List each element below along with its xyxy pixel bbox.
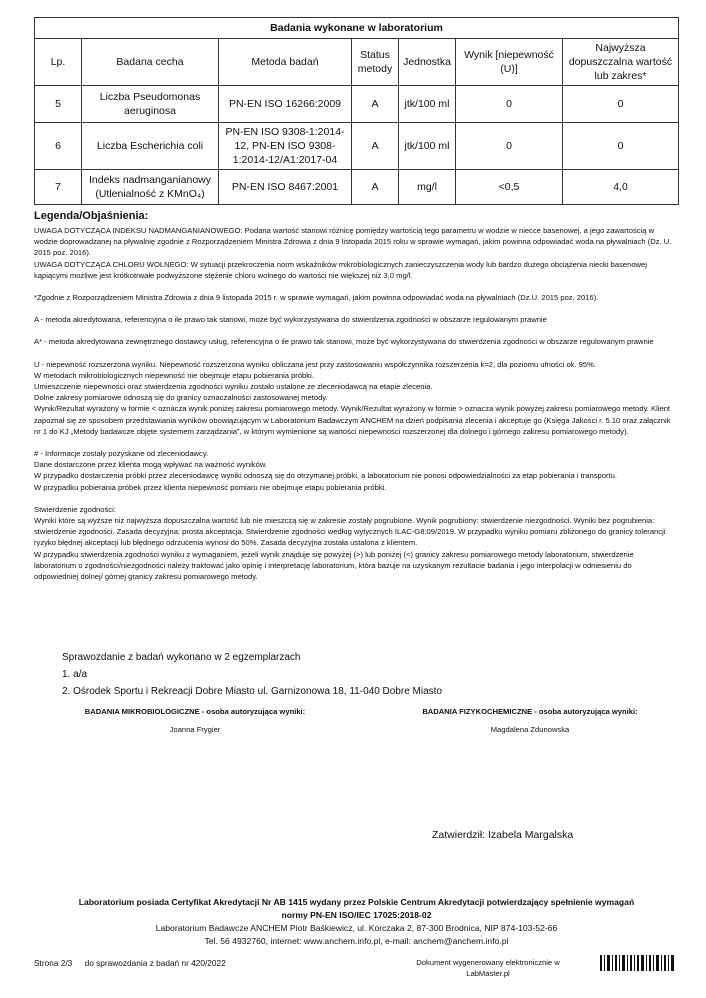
report-reference: do sprawozdania z badań nr 420/2022 [84, 958, 226, 968]
signature-name: Joanna Frygier [169, 725, 221, 734]
cell-method: PN-EN ISO 8467:2001 [219, 170, 352, 205]
copies-section [62, 649, 442, 700]
note-free-chlorine: UWAGA DOTYCZĄCA CHLORU WOLNEGO: W sytuacji przekroczenia norm wskaźników mikrobiologicznych zanieczyszczenia wody lub bardzo dużego obciążenia niecki basenowej kąpiącymi możliwe jest krótkotrwałe podwyższone stężenie chloru wolnego do wartości nie większej niż 3,0 mg/l. [34, 259, 647, 280]
footer-address: Laboratorium Badawcze ANCHEM Piotr Baśkiewicz, ul. Korczaka 2, 87-300 Brodnica, NIP 874-103-52-66 [155, 923, 558, 933]
header-unit: Jednostka [399, 39, 456, 86]
approved-by: Zatwierdził: Izabela Margalska [432, 829, 574, 841]
note-result-format: Wynik/Rezultat wyrażony w formie < oznacza wynik poniżej zakresu pomiarowego metody. Wynik/Rezultat wyrażony w formie > oznacza wynik powyżej zakresu pomiarowego metody. Klient zapoznał się ze sposobem przedstawiania wyników obowiązującym w Laboratorium Badawczym ANCHEM na dzień podpisania zlecenia i akceptuje go (Księga Jakości r. 5.10 oraz załącznik nr 1 do KJ „Metody badawcze objęte systemem zarządzania”, w którym wymienione są wartości niepewności rozszerzonej dla dolnego i górnego zakresu pomiarowego metody). [34, 404, 671, 436]
cell-unit: mg/l [399, 170, 456, 205]
conformity-interpretation: W przypadku stwierdzenia zgodności wyniku z wymaganiem, jeżeli wynik znajduje się powyżej (>) lub poniżej (<) granicy zakresu pomiarowego metody laboratorium, stwierdzenie laboratorium o zgodności/niezgodności należy traktować jako opinię i interpretację laboratorium, która bazuje na uzyskanym rezultacie badania i jego interpolacji w odniesieniu do odpowiedniej dolnej/ górnej granicy zakresu pomiarowego metody. [34, 549, 634, 582]
footer-contact: Tel. 56 4932760, internet: www.anchem.info.pl, e-mail: anchem@anchem.info.pl [204, 936, 509, 946]
cell-result: 0 [456, 123, 563, 170]
note-agreement: Umieszczenie niepewności oraz stwierdzenia zgodności wyniku zostało ustalone ze zleceniodawcą na etapie zlecenia. [34, 382, 433, 392]
header-feature: Badana cecha [82, 39, 219, 86]
table-row [35, 86, 679, 123]
signature-heading: BADANIA MIKROBIOLOGICZNE - osoba autoryzująca wyniki: [84, 707, 306, 716]
cell-lp: 5 [35, 86, 82, 123]
header-limit: Najwyższa dopuszczalna wartość lub zakres* [563, 39, 679, 86]
note-client-info: # - Informacje zostały pozyskane od zleceniodawcy. [34, 449, 209, 459]
note-client-data: Dane dostarczone przez klienta mogą wpływać na ważność wyników. [34, 460, 267, 470]
legend-title: Legenda/Objaśnienia: [34, 210, 149, 222]
cell-limit: 0 [563, 123, 679, 170]
cell-limit: 4,0 [563, 170, 679, 205]
header-result: Wynik [niepewność (U)] [456, 39, 563, 86]
table-caption: Badania wykonane w laboratorium [35, 18, 679, 39]
header-method: Metoda badań [219, 39, 352, 86]
conformity-title: Stwierdzenie zgodności: [34, 504, 116, 514]
cell-feature: Indeks nadmanganianowy (Utlenialność z KMnO₄) [82, 170, 219, 205]
cell-result: 0 [456, 86, 563, 123]
note-lower-ranges: Dolne zakresy pomiarowe odnoszą się do granicy oznaczalności zastosowanej metody. [34, 393, 328, 403]
barcode-icon [600, 955, 675, 971]
cell-lp: 6 [35, 123, 82, 170]
page-info [34, 958, 226, 968]
cell-lp: 7 [35, 170, 82, 205]
cell-method: PN-EN ISO 16266:2009 [219, 86, 352, 123]
signature-name: Magdalena Zdunowska [490, 725, 570, 734]
note-status-a: A - metoda akredytowana, referencyjna o ile prawo tak stanowi, może być wykorzystywana do stwierdzenia zgodności w obszarze regulowanym prawnie [34, 315, 547, 325]
results-table [34, 17, 679, 205]
note-micro-uncertainty: W metodach mikrobiologicznych niepewność nie obejmuje etapu pobierania próbki. [34, 370, 314, 380]
legend-section [34, 225, 674, 582]
note-regulation: *Zgodnie z Rozporządzeniem Ministra Zdrowia z dnia 9 listopada 2015 r. w sprawie wymagań, jakim powinna odpowiadać woda na pływalniach (Dz.U. 2015 poz. 2016). [34, 293, 599, 303]
table-row [35, 170, 679, 205]
note-permanganate: UWAGA DOTYCZĄCA INDEKSU NADMANGANIANOWEGO: Podana wartość stanowi różnicę pomiędzy wartością tego parametru w wodzie w niecce basenowej, a jego zawartością w wodzie doprowadzanej na pływalnię zgodnie z Rozporządzeniem Ministra Zdrowia z dnia 9 listopada 2015 roku w sprawie wymagań, jakim powinna odpowiadać woda na pływalniach (Dz. U. 2015 poz. 2016). [34, 226, 672, 258]
cell-status: A [352, 86, 399, 123]
note-sampling-by-client: W przypadku pobierania próbek przez klienta niepewność pomiaru nie obejmuje etapu pobierania próbki. [34, 482, 387, 492]
cell-unit: jtk/100 ml [399, 123, 456, 170]
note-uncertainty: U - niepewność rozszerzona wyniku. Niepewność rozszerzona wyniku obliczana jest przy zastosowaniu współczynnika rozszerzenia k=2, dla poziomu ufności ok. 95%. [34, 359, 596, 369]
table-row [35, 123, 679, 170]
cell-unit: jtk/100 ml [399, 86, 456, 123]
footer [34, 896, 679, 948]
header-lp: Lp. [35, 39, 82, 86]
cell-limit: 0 [563, 86, 679, 123]
cell-result: <0,5 [456, 170, 563, 205]
cell-status: A [352, 123, 399, 170]
signature-heading: BADANIA FIZYKOCHEMICZNE - osoba autoryzująca wyniki: [422, 707, 638, 716]
copies-item: 1. a/a [62, 669, 88, 680]
cell-method: PN-EN ISO 9308-1:2014-12, PN-EN ISO 9308-1:2014-12/A1:2017-04 [219, 123, 352, 170]
footer-accreditation: Laboratorium posiada Certyfikat Akredytacji Nr AB 1415 wydany przez Polskie Centrum Akredytacji potwierdzający spełnienie wymagań [78, 897, 635, 907]
cell-feature: Liczba Pseudomonas aeruginosa [82, 86, 219, 123]
header-status: Status metody [352, 39, 399, 86]
signature-physchem [395, 707, 665, 734]
cell-status: A [352, 170, 399, 205]
note-status-a-star: A* - metoda akredytowana zewnętrznego dostawcy usług, referencyjna o ile prawo tak stanowi, może być wykorzystywana do stwierdzenia zgodności w obszarze regulowanym prawnie [34, 337, 654, 347]
conformity-rules: Wyniki które są wyższe niż najwyższa dopuszczalna wartość lub nie mieszczą się w zakresie zostały pogrubione. Wynik pogrubiony: stwierdzenie niezgodności. Wyniki bez pogrubienia: stwierdzenie zgodności. Zasada decyzyjna: prosta akceptacja. Stwierdzenie zgodności według wytycznych ILAC-G8:09/2019. W przypadku wyniku pomiaru zbliżonego do granicy tolerancji ryzyko błędnej akceptacji lub błędnego odrzucenia wynosi do 50%. Zasada decyzyjna została ustalona z klientem. [34, 516, 666, 548]
copies-item: 2. Ośrodek Sportu i Rekreacji Dobre Miasto ul. Garnizonowa 18, 11-040 Dobre Miasto [62, 686, 442, 697]
footer-norm: normy PN-EN ISO/IEC 17025:2018-02 [281, 910, 432, 920]
copies-intro: Sprawozdanie z badań wykonano w 2 egzemplarzach [62, 652, 301, 663]
signature-micro [70, 707, 320, 734]
note-sample-delivery: W przypadku dostarczenia próbki przez zleceniodawcę wyniki odnoszą się do otrzymanej próbki, a laboratorium nie ponosi odpowiedzialności za etap pobierania i transportu. [34, 471, 617, 481]
page-number: Strona 2/3 [34, 958, 73, 968]
cell-feature: Liczba Escherichia coli [82, 123, 219, 170]
generated-note: Dokument wygenerowany elektronicznie w LabMaster.pl [416, 958, 560, 978]
